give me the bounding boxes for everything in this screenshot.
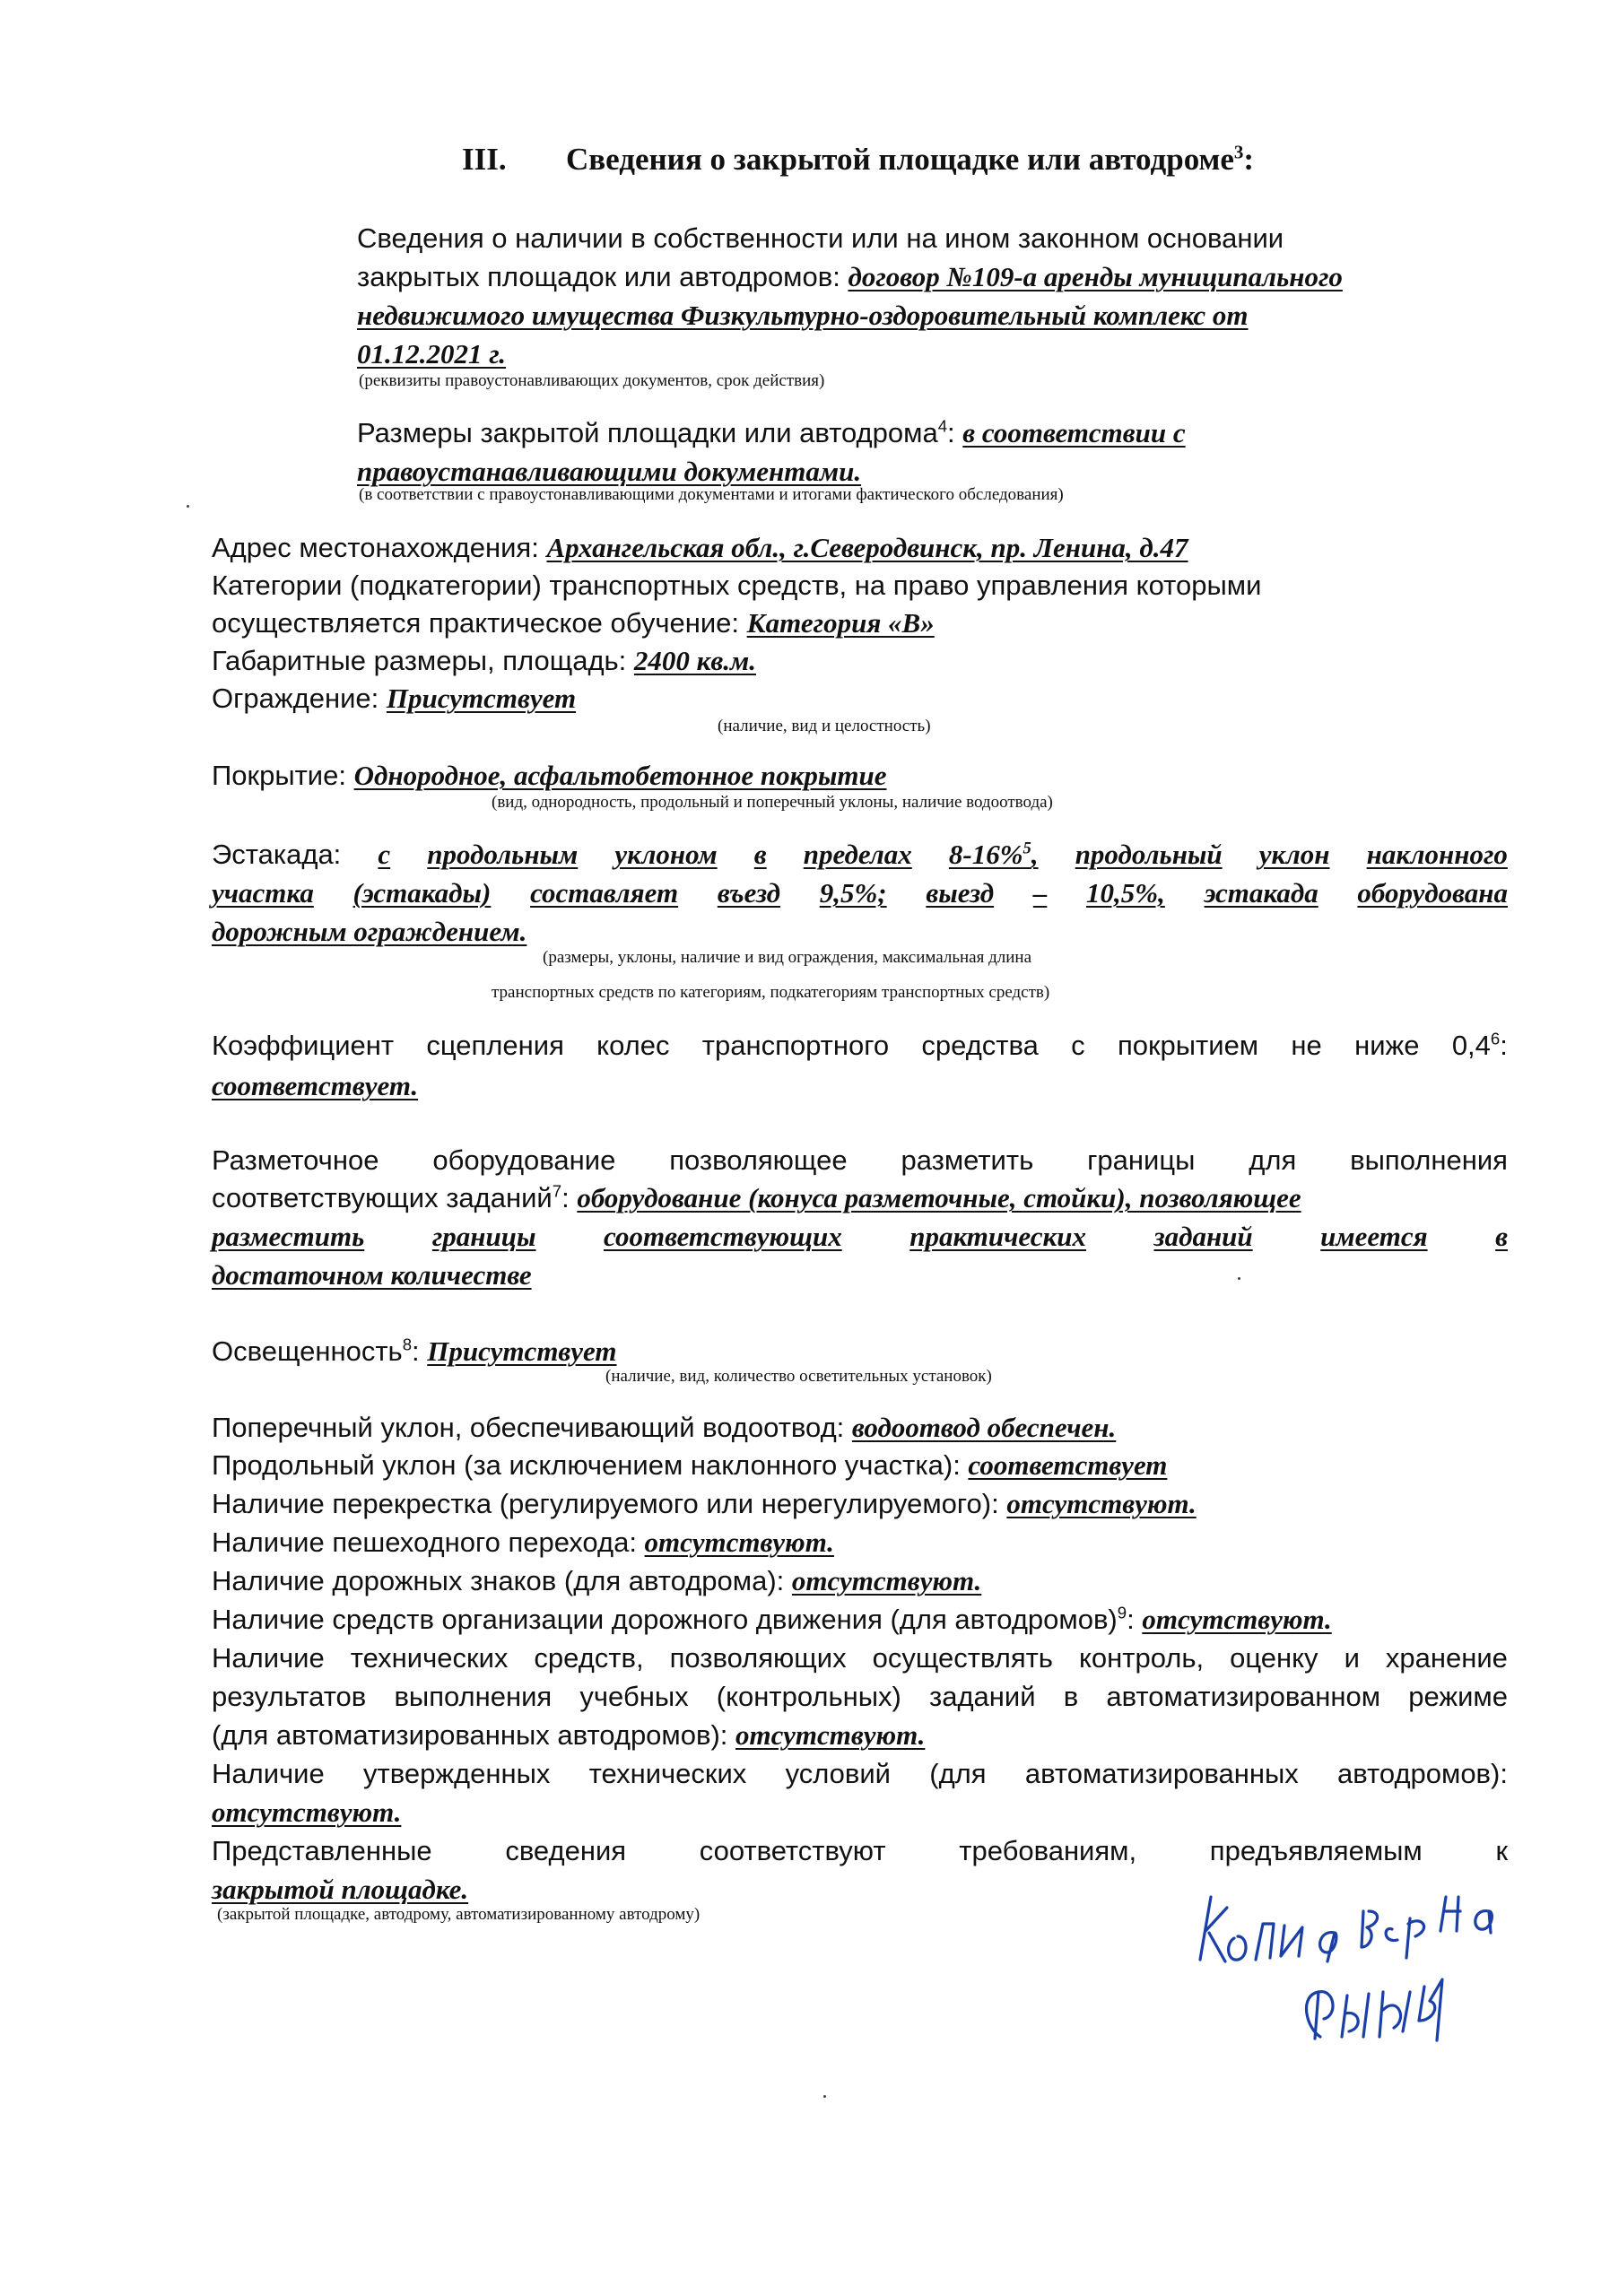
friction-line-1: Коэффициент сцепления колес транспортного средства с покрытием не ниже $0,4^6$: <box>212 1029 1508 1061</box>
ownership-value-cont: недвижимого имущества Физкультурно-оздоровительный комплекс от <box>357 300 1249 331</box>
drainage-value: водоотвод обеспечен. <box>851 1412 1117 1443</box>
technical-line-2: результатов выполнения учебных (контрольных) заданий в автоматизированном режиме <box>212 1681 1508 1712</box>
section-number: III. <box>462 142 507 177</box>
size-line-1: Размеры закрытой площадки или автодрома$^4$: в соответствии с <box>357 416 1186 448</box>
overpass-line-2: участка (эстакады) составляет въезд 9,5%; выезд – 10,5%, эстакада оборудована <box>212 877 1508 909</box>
lighting-caption: (наличие, вид, количество осветительных установок) <box>605 1367 992 1386</box>
address-line: Адрес местонахождения: Архангельская обл., г.Северодвинск, пр. Ленина, д.47 <box>212 532 1188 563</box>
lighting-line: Освещенность$^8$: Присутствует <box>212 1335 617 1367</box>
technical-value: отсутствуют. <box>735 1719 926 1751</box>
section-title: Сведения о закрытой площадке или автодроме <box>566 142 1234 177</box>
marking-value-cont: достаточном количестве <box>212 1259 532 1291</box>
scan-speck <box>823 2095 826 2098</box>
size-value-cont: правоустанавливающими документами. <box>357 456 862 487</box>
size-caption: (в соответствии с правоустонавливающими документами и итогами фактического обследования) <box>359 485 1064 504</box>
section-heading: III. Сведения о закрытой площадке или автодроме$^3$: <box>462 141 1255 177</box>
fence-line: Ограждение: Присутствует <box>212 683 577 714</box>
lighting-value: Присутствует <box>427 1335 617 1367</box>
tech-conditions-line-1: Наличие утвержденных технических условий (для автоматизированных автодромов): <box>212 1758 1508 1789</box>
marking-line-1: Разметочное оборудование позволяющее разметить границы для выполнения <box>212 1144 1508 1176</box>
surface-value: Однородное, асфальтобетонное покрытие <box>353 760 887 791</box>
marking-line-2: соответствующих заданий$^7$: оборудование (конуса разметочные, стойки), позволяющее <box>212 1181 1301 1213</box>
size-value: в соответствии с <box>962 417 1186 448</box>
ownership-value: договор №109-а аренды муниципального <box>848 261 1343 292</box>
categories-line-1: Категории (подкатегории) транспортных средств, на право управления которыми <box>212 570 1262 601</box>
dimensions-value: 2400 кв.м. <box>633 645 756 676</box>
friction-value: соответствует. <box>212 1070 419 1101</box>
overpass-line-1: Эстакада: с продольным уклоном в пределах 8-16%$^5$, продольный уклон наклонного <box>212 839 1508 870</box>
dimensions-line: Габаритные размеры, площадь: 2400 кв.м. <box>212 645 756 676</box>
longitudinal-value: соответствует <box>968 1449 1168 1481</box>
marking-line-3: разместить границы соответствующих практических заданий имеется в <box>212 1221 1508 1252</box>
crossroad-line: Наличие перекрестка (регулируемого или нерегулируемого): отсутствуют. <box>212 1488 1197 1519</box>
ownership-value-date: 01.12.2021 г. <box>357 338 507 370</box>
categories-value: Категория «В» <box>746 607 935 639</box>
handwritten-certification-signature <box>1184 1861 1570 2130</box>
conclusion-line-1: Представленные сведения соответствуют требованиям, предъявляемым к <box>212 1835 1508 1866</box>
scan-speck <box>1238 1277 1240 1280</box>
footnote-ref: 3 <box>1233 141 1244 163</box>
marking-value: оборудование (конуса разметочные, стойки), позволяющее <box>577 1182 1301 1213</box>
crosswalk-value: отсутствуют. <box>644 1526 834 1558</box>
ownership-caption: (реквизиты правоустонавливающих документов, срок действия) <box>359 371 825 390</box>
ownership-line-2: закрытых площадок или автодромов: договор №109-а аренды муниципального <box>357 261 1343 292</box>
crosswalk-line: Наличие пешеходного перехода: отсутствуют. <box>212 1526 834 1558</box>
fence-value: Присутствует <box>386 683 577 714</box>
drainage-line: Поперечный уклон, обеспечивающий водоотвод: водоотвод обеспечен. <box>212 1412 1117 1443</box>
longitudinal-line: Продольный уклон (за исключением наклонного участка): соответствует <box>212 1449 1168 1481</box>
signs-line: Наличие дорожных знаков (для автодрома): отсутствуют. <box>212 1565 982 1596</box>
categories-line-2: осуществляется практическое обучение: Категория «В» <box>212 607 935 639</box>
tech-conditions-value: отсутствуют. <box>212 1796 402 1828</box>
technical-line-1: Наличие технических средств, позволяющих осуществлять контроль, оценку и хранение <box>212 1642 1508 1674</box>
conclusion-value: закрытой площадке. <box>212 1874 469 1905</box>
overpass-slope: 8-16%$^5$, <box>948 839 1039 870</box>
signs-value: отсутствуют. <box>791 1565 982 1596</box>
ownership-line-1: Сведения о наличии в собственности или на ином законном основании <box>357 222 1284 254</box>
traffic-means-line: Наличие средств организации дорожного движения (для автодромов)$^9$: отсутствуют. <box>212 1603 1332 1635</box>
conclusion-caption: (закрытой площадке, автодрому, автоматизированному автодрому) <box>217 1905 701 1924</box>
overpass-line-3: дорожным ограждением. <box>212 916 527 947</box>
surface-caption: (вид, однородность, продольный и поперечный уклоны, наличие водоотвода) <box>492 793 1053 812</box>
surface-line: Покрытие: Однородное, асфальтобетонное покрытие <box>212 760 887 791</box>
crossroad-value: отсутствуют. <box>1006 1488 1197 1519</box>
traffic-means-value: отсутствуют. <box>1142 1604 1332 1635</box>
overpass-caption-1: (размеры, уклоны, наличие и вид ограждения, максимальная длина <box>543 948 1032 967</box>
technical-line-3: (для автоматизированных автодромов): отсутствуют. <box>212 1719 926 1751</box>
fence-caption: (наличие, вид и целостность) <box>718 717 931 735</box>
address-value: Архангельская обл., г.Северодвинск, пр. Ленина, д.47 <box>546 532 1188 563</box>
scan-speck <box>187 505 189 508</box>
overpass-caption-2: транспортных средств по категориям, подкатегориям транспортных средств) <box>492 983 1050 1002</box>
